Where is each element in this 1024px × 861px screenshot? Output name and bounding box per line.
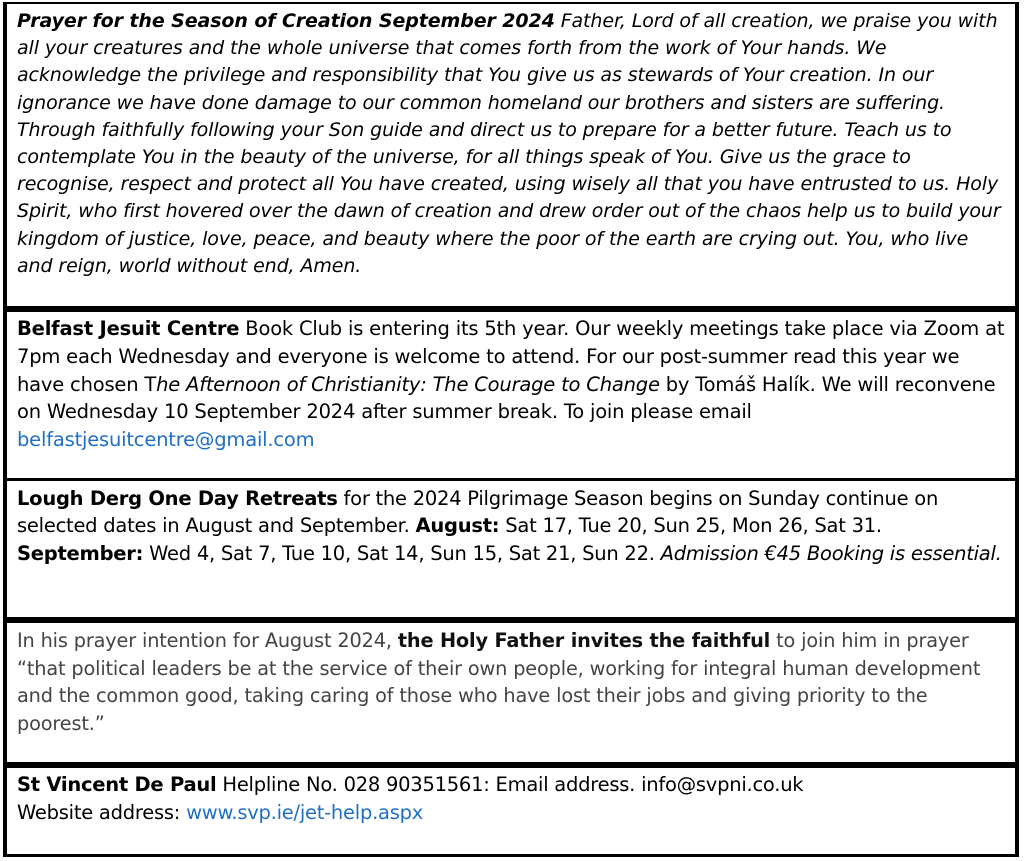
- svp-name: St Vincent De Paul: [17, 773, 217, 796]
- admission-note: Admission €45 Booking is essential.: [660, 541, 1002, 565]
- prayer-title: Prayer for the Season of Creation September 2024: [17, 10, 555, 32]
- lough-derg-name: Lough Derg One Day Retreats: [17, 487, 338, 510]
- holy-father-intro: In his prayer intention for August 2024,: [17, 629, 398, 652]
- notice-frame: [3, 2, 1019, 857]
- august-dates: Sat 17, Tue 20, Sun 25, Mon 26, Sat 31.: [499, 514, 882, 538]
- divider: [7, 478, 1015, 481]
- lough-derg-text: for the 2024 Pilgrimage Season begins on Sunday continue on selected dates in August and September.: [17, 487, 939, 538]
- holy-father-highlight: the Holy Father invites the faithful: [397, 629, 771, 652]
- jesuit-text: Book Club is entering its 5th year. Our weekly meetings take place via Zoom at 7pm each Wednesday and everyone is welcome to attend. For our post-summer read this year we have chosen T: [17, 317, 1005, 396]
- divider: [7, 617, 1015, 623]
- september-dates: Wed 4, Sat 7, Tue 10, Sat 14, Sun 15, Sat 21, Sun 22.: [143, 541, 661, 565]
- august-label: August:: [415, 514, 500, 538]
- svp-website-link[interactable]: www.svp.ie/jet-help.aspx: [186, 800, 424, 824]
- jesuit-section: [7, 315, 1015, 454]
- prayer-section: [7, 8, 1015, 280]
- jesuit-email-link[interactable]: belfastjesuitcentre@gmail.com: [17, 428, 315, 452]
- september-label: September:: [17, 541, 144, 565]
- svp-helpline: Helpline No. 028 90351561: Email address. info@svpni.co.uk: [216, 773, 804, 796]
- prayer-body: Father, Lord of all creation, we praise you with all your creatures and the whole universe that comes forth from the work of Your hands. We acknowledge the privilege and responsibility that You give us as stewards of Your creation. In our ignorance we have done damage to our common homeland our brothers and sisters are suffering. Through faithfully following your Son guide and direct us to prepare for a better future. Teach us to contemplate You in the beauty of the universe, for all things speak of You. Give us the grace to recognise, respect and protect all You have created, using wisely all that you have entrusted to us. Holy Spirit, who first hovered over the dawn of creation and drew order out of the chaos help us to build your kingdom of justice, love, peace, and beauty where the poor of the earth are crying out. You, who live and reign, world without end, Amen.: [17, 10, 1001, 277]
- book-title: he Afternoon of Christianity: The Courage to Change: [156, 372, 666, 396]
- divider: [7, 306, 1015, 312]
- website-label: Website address:: [17, 800, 187, 824]
- divider: [7, 762, 1015, 768]
- jesuit-text-2: by Tomáš Halík. We will reconvene on Wednesday 10 September 2024 after summer break. To join please email: [17, 372, 996, 424]
- svp-section: [7, 771, 1015, 826]
- holy-father-section: [7, 627, 1015, 738]
- holy-father-text: to join him in prayer “that political leaders be at the service of their own people, working for integral human development and the common good, taking caring of those who have lost their jobs and giving priority to the poorest.”: [17, 629, 981, 736]
- lough-derg-section: [7, 485, 1015, 567]
- jesuit-name: Belfast Jesuit Centre: [17, 317, 240, 340]
